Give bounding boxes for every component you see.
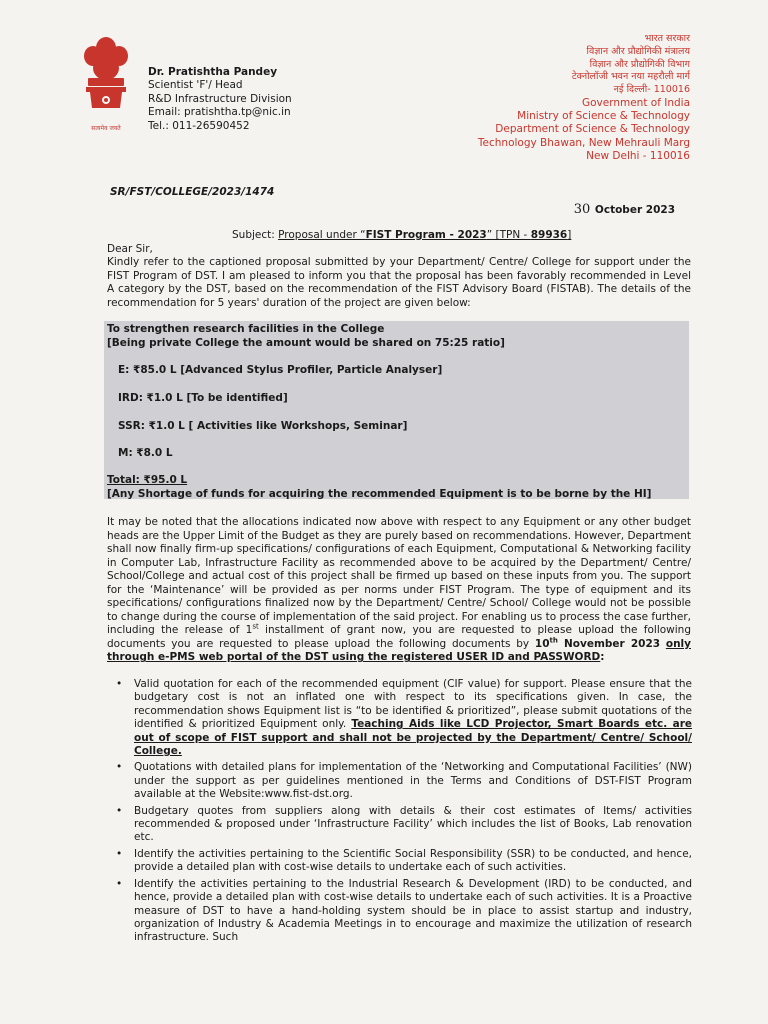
list-item	[110, 678, 692, 758]
emblem-motto: सत्यमेव जयते	[91, 125, 121, 132]
bullet-icon: •	[116, 804, 123, 817]
salutation: Dear Sir,	[107, 243, 153, 255]
box-ssr: SSR: ₹1.0 L [ Activities like Workshops, Seminar]	[118, 420, 408, 432]
list-item-text: Quotations with detailed plans for implementation of the ‘Networking and Computational Facilities’ (NW) under the support as per guidelines mentioned in the Terms and Conditions of DST-FIST Program available at the Website:www.fist-dst.org.	[134, 761, 692, 801]
box-note: [Being private College the amount would be shared on 75:25 ratio]	[107, 337, 505, 349]
english-address	[478, 97, 690, 163]
list-item	[110, 848, 692, 875]
hindi-line: नई दिल्ली- 110016	[613, 84, 690, 96]
date-month-year: October 2023	[594, 204, 675, 216]
list-item-text: Budgetary quotes from suppliers along with details & their cost estimates of Items/ activities recommended & proposed under ‘Infrastructure Facility’ which includes the list of Books, Lab renovation etc.	[134, 804, 692, 844]
box-equipment: E: ₹85.0 L [Advanced Stylus Profiler, Particle Analyser]	[118, 364, 443, 376]
box-shortage: [Any Shortage of funds for acquiring the recommended Equipment is to be borne by the HI]	[107, 488, 652, 500]
sender-email: Email: pratishtha.tp@nic.in	[148, 106, 291, 119]
subject-part: ” [TPN -	[486, 229, 531, 241]
list-item	[110, 805, 692, 845]
address-line: Technology Bhawan, New Mehrauli Marg	[477, 136, 690, 149]
box-total: Total: ₹95.0 L	[107, 474, 188, 486]
ordinal-suffix: th	[549, 636, 558, 645]
hindi-line: विज्ञान और प्रौद्योगिकी विभाग	[589, 58, 690, 70]
list-item-text: Valid quotation for each of the recommended equipment (CIF value) for support. Please ensure that the budgetary cost is not an inflated one with respect to its specifications given. In case, the recommendation shows Equipment list is “to be identified & prioritized”, please submit quotations of the identified & prioritized Equipment only.	[134, 678, 692, 731]
bullet-icon: •	[116, 761, 123, 774]
subject-part: ]	[567, 229, 572, 241]
subject-program: FIST Program - 2023	[365, 229, 487, 241]
national-emblem-icon	[80, 30, 132, 130]
hindi-line: विज्ञान और प्रौद्योगिकी मंत्रालय	[586, 45, 690, 57]
box-ird: IRD: ₹1.0 L [To be identified]	[118, 392, 288, 404]
para-text: installment of grant now, you are requested to please upload the following documents you are requested to please upload the following documents by	[107, 624, 691, 650]
date-day-handwritten: 30	[573, 202, 591, 217]
list-item-text: Identify the activities pertaining to the Scientific Social Responsibility (SSR) to be conducted, and hence, provide a detailed plan with cost-wise details to undertake each of such activities.	[134, 847, 692, 874]
address-line: New Delhi - 110016	[586, 149, 690, 162]
ordinal-suffix: st	[252, 622, 259, 631]
bullet-icon: •	[116, 877, 123, 890]
list-item	[110, 761, 692, 801]
sender-division: R&D Infrastructure Division	[148, 92, 292, 105]
bullet-icon: •	[116, 678, 123, 690]
allocation-paragraph	[107, 516, 691, 665]
intro-paragraph: Kindly refer to the captioned proposal submitted by your Department/ Centre/ College for support under the FIST Program of DST. I am pleased to inform you that the proposal has been favorably recommended in Level A category by the DST, based on the recommendation of the FIST Advisory Board (FISTAB). The details of the recommendation for 5 years' duration of the project are given below:	[107, 256, 691, 309]
sender-block	[148, 66, 292, 133]
reference-number: SR/FST/COLLEGE/2023/1474	[110, 186, 275, 198]
portal-instruction: only through e-PMS web portal of the DST using the registered USER ID and PASSWORD	[107, 637, 691, 664]
hindi-address	[572, 33, 690, 97]
letter-date	[574, 202, 675, 217]
deadline	[535, 638, 660, 650]
address-line: Department of Science & Technology	[495, 123, 690, 136]
hindi-line: टेक्नोलॉजी भवन नया महरौली मार्ग	[571, 71, 690, 83]
sender-designation: Scientist 'F'/ Head	[148, 79, 243, 92]
document-requirements-list	[110, 678, 692, 948]
address-line: Ministry of Science & Technology	[517, 110, 690, 123]
box-maintenance: M: ₹8.0 L	[118, 447, 173, 459]
subject-line	[232, 229, 571, 241]
hindi-line: भारत सरकार	[644, 33, 690, 44]
subject-part: Proposal under “	[278, 229, 366, 241]
subject-label: Subject:	[232, 229, 279, 241]
address-line: Government of India	[581, 97, 690, 109]
list-item	[110, 878, 692, 945]
deadline-day: 10	[534, 637, 550, 650]
para-text: :	[600, 651, 605, 664]
subject-tpn: 89936	[530, 229, 568, 241]
list-item-emphasis: Teaching Aids like LCD Projector, Smart Boards etc. are out of scope of FIST support and shall not be projected by the Department/ Centre/ School/ College.	[134, 718, 692, 758]
para-text: It may be noted that the allocations indicated now above with respect to any Equipment or any other budget heads are the Upper Limit of the Budget as they are purely based on recommendations. However, Department shall now finally firm-up specifications/ configurations of each Equipment, Computational & Networking facility in Computer Lab, Infrastructure Facility as recommended above to be acquired by the Department/ Centre/ School/College and actual cost of this project shall be firmed up based on these inputs from you. The support for the ‘Maintenance’ will be provided as per norms under FIST Program. The type of equipment and its specifications/ configurations finalized now by the Department/ Centre/ School/ College would not be possible to change during the course of implementation of the said project. For enabling us to process the case further, including the release of 1	[107, 516, 691, 637]
box-heading: To strengthen research facilities in the College	[107, 323, 385, 335]
sender-tel: Tel.: 011-26590452	[148, 119, 250, 132]
sender-name: Dr. Pratishtha Pandey	[148, 66, 278, 78]
list-item-text: Identify the activities pertaining to the Industrial Research & Development (IRD) to be conducted, and hence, provide a detailed plan with cost-wise details to undertake each of such activities. It is a Proactive measure of DST to have a hand-holding system should be in place to assist startup and industry, organization of Industry & Academia Meetings in to encourage and maximize the utilization of research infrastructure. Such	[134, 877, 692, 944]
subject-text	[278, 229, 571, 241]
bullet-icon: •	[116, 847, 123, 860]
deadline-month-year: November 2023	[557, 637, 661, 650]
